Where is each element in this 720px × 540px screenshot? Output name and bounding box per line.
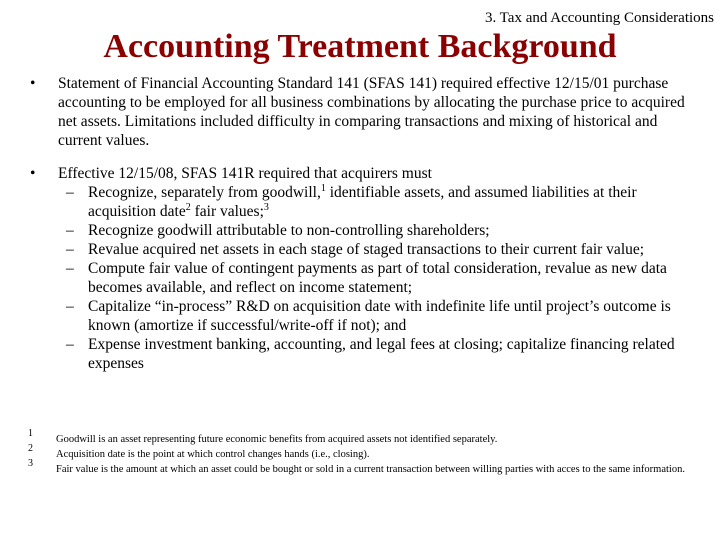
sub-item bbox=[30, 221, 698, 240]
dash-icon: – bbox=[66, 298, 74, 315]
bullet-item bbox=[30, 74, 698, 150]
footnote-text: Goodwill is an asset representing future economic benefits from acquired assets not identified separately. bbox=[56, 434, 498, 445]
dash-icon: – bbox=[66, 222, 74, 239]
footnote-ref: 3 bbox=[263, 201, 269, 213]
footnote: 1 Goodwill is an asset representing future economic benefits from acquired assets not identified separately. bbox=[28, 428, 498, 445]
sub-text: Recognize goodwill attributable to non-controlling shareholders; bbox=[88, 222, 490, 239]
sub-text: Compute fair value of contingent payments as part of total consideration, revalue as new data becomes available, and reflect on income statement; bbox=[88, 260, 667, 296]
dash-icon: – bbox=[66, 260, 74, 277]
footnote-ref: 2 bbox=[185, 201, 191, 213]
section-label: 3. Tax and Accounting Considerations bbox=[484, 10, 714, 26]
sub-item bbox=[30, 297, 698, 335]
sub-text: Expense investment banking, accounting, and legal fees at closing; capitalize financing related expenses bbox=[88, 336, 675, 372]
sub-text: Capitalize “in-process” R&D on acquisition date with indefinite life until project’s outcome is known (amortize if successful/write-off if not); and bbox=[88, 298, 671, 334]
footnote: 3 Fair value is the amount at which an asset could be bought or sold in a current transaction between willing parties with acces to the same information. bbox=[28, 458, 685, 475]
slide-body bbox=[30, 74, 698, 373]
bullet-text: Effective 12/15/08, SFAS 141R required that acquirers must bbox=[58, 165, 432, 182]
sub-item bbox=[30, 335, 698, 373]
sub-item bbox=[30, 183, 698, 221]
bullet-item bbox=[30, 164, 698, 183]
sub-item bbox=[30, 259, 698, 297]
sub-text: Recognize, separately from goodwill,$^1$ identifiable assets, and assumed liabilities at their acquisition date$^2$ fair values;$^3$ bbox=[88, 182, 637, 220]
footnote-ref: 1 bbox=[320, 182, 326, 194]
dash-icon: – bbox=[66, 184, 74, 201]
footnote-text: Acquisition date is the point at which control changes hands (i.e., closing). bbox=[56, 449, 370, 460]
bullet-icon: • bbox=[30, 165, 36, 182]
footnote-text: Fair value is the amount at which an asset could be bought or sold in a current transaction between willing parties with acces to the same information. bbox=[56, 464, 685, 475]
sub-item bbox=[30, 240, 698, 259]
slide-title: Accounting Treatment Background bbox=[103, 28, 617, 65]
footnote: 2 Acquisition date is the point at which control changes hands (i.e., closing). bbox=[28, 443, 370, 460]
footnotes bbox=[28, 428, 688, 479]
bullet-text: Statement of Financial Accounting Standard 141 (SFAS 141) required effective 12/15/01 purchase accounting to be employed for all business combinations by allocating the purchase price to acquired net assets. Limitations included difficulty in comparing transactions and mixing of historical and current values. bbox=[58, 75, 685, 149]
sub-text: Revalue acquired net assets in each stage of staged transactions to their current fair value; bbox=[88, 241, 645, 258]
dash-icon: – bbox=[66, 241, 74, 258]
bullet-icon: • bbox=[30, 75, 36, 92]
dash-icon: – bbox=[66, 336, 74, 353]
